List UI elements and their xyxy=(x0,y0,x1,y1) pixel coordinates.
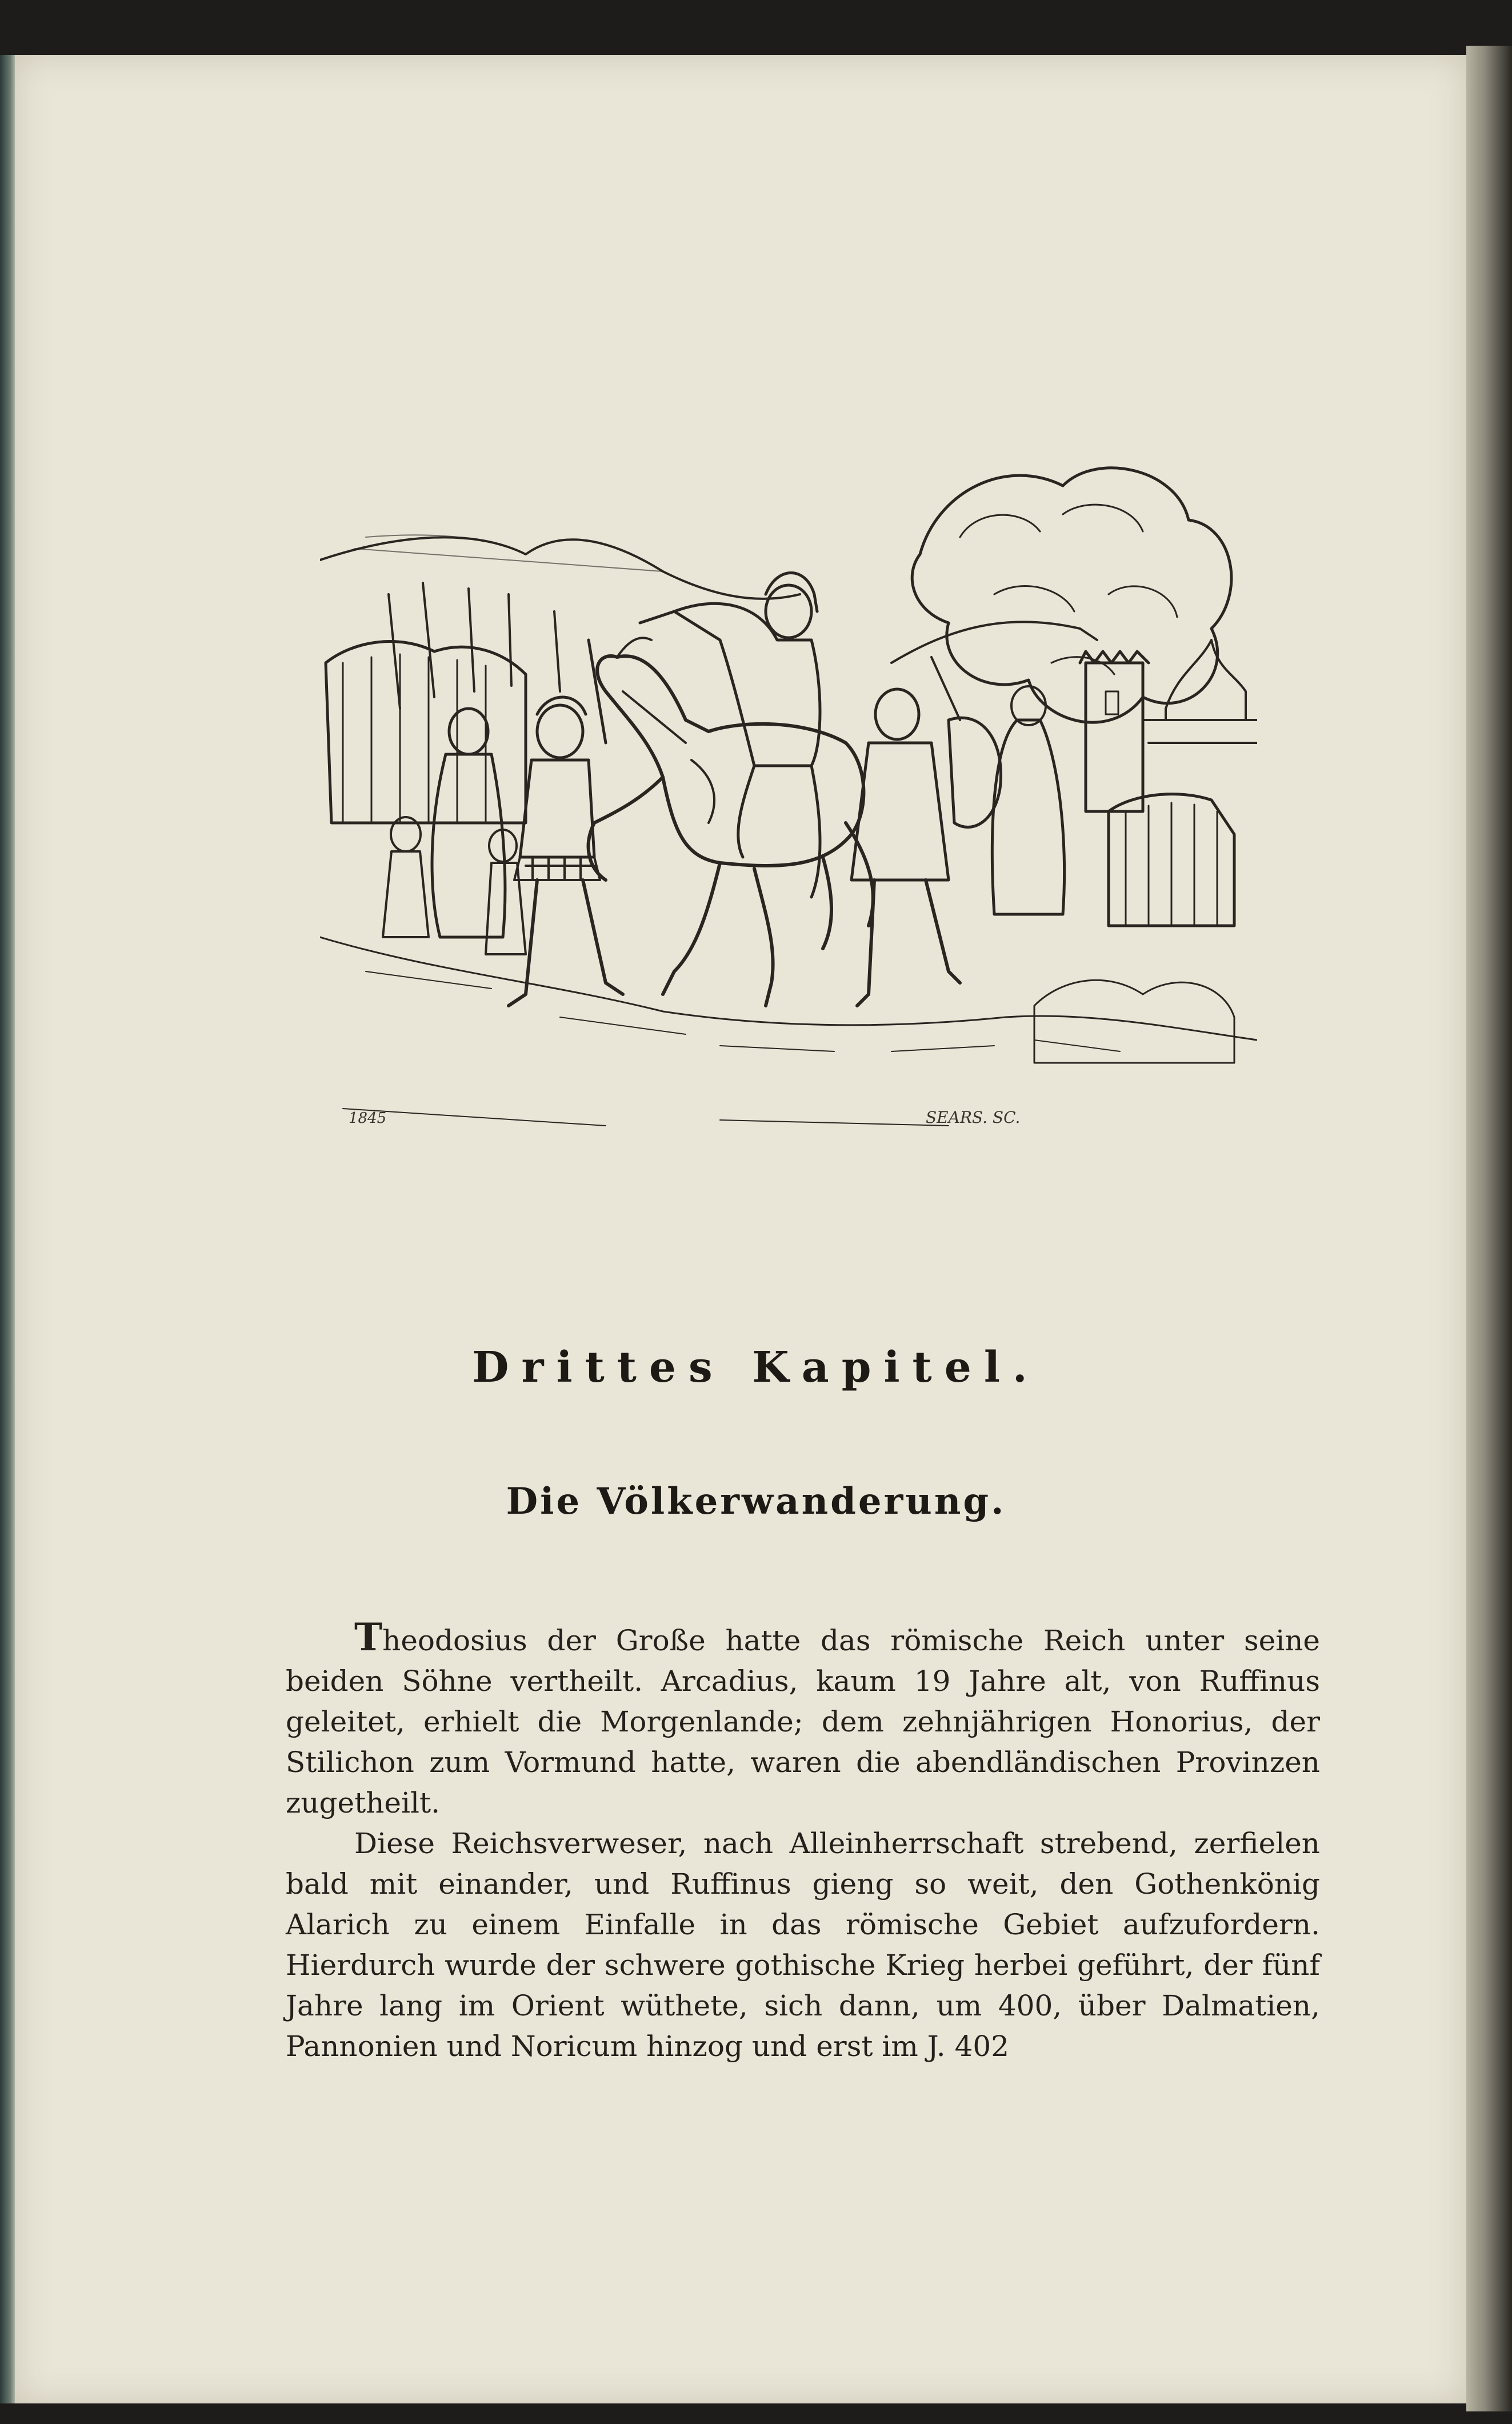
army-left xyxy=(326,583,560,823)
chapter-number-heading: Drittes Kapitel. xyxy=(472,1343,1040,1392)
cloud-smoke xyxy=(912,468,1231,722)
robed-figure xyxy=(992,720,1064,914)
hills xyxy=(320,537,1097,663)
chapter-body xyxy=(286,1617,1320,2067)
page-stack-edge xyxy=(1466,46,1512,2411)
flames xyxy=(1166,640,1246,720)
horse-figure xyxy=(589,638,873,1006)
rider-figure xyxy=(640,573,820,898)
engraving-illustration xyxy=(320,423,1257,1177)
paragraph: Theodosius der Große hatte das römische Reich unter seine beiden Söhne vertheilt. Arcadius, kaum 19 Jahre alt, von Ruffinus geleitet, erhielt die Morgenlande; dem zehnjährigen Honorius, der Stilichon zum Vormund hatte, waren die abendländischen Provinzen zugetheilt. xyxy=(286,1615,1320,1819)
artist-mark: 1845 xyxy=(349,1110,387,1127)
ground xyxy=(320,937,1257,1126)
chapter-title: Die Völkerwanderung. xyxy=(506,1480,1006,1523)
woman-figure xyxy=(383,709,526,954)
engraver-signature: SEARS. SC. xyxy=(926,1108,1021,1127)
army-right xyxy=(1109,794,1234,926)
paragraph: Diese Reichsverweser, nach Alleinherrschaft strebend, zerfielen bald mit einander, und Ruffinus gieng so weit, den Gothenkönig Alarich zu einem Einfalle in das römische Gebiet aufzufordern. Hierdurch wurde der schwere gothische Krieg herbei geführt, der fünf Jahre lang im Orient wüthete, sich dann, um 400, über Dalmatien, Pannonien und Noricum hinzog und erst im J. 402 xyxy=(286,1827,1320,2063)
guide-figure xyxy=(851,657,1001,1006)
